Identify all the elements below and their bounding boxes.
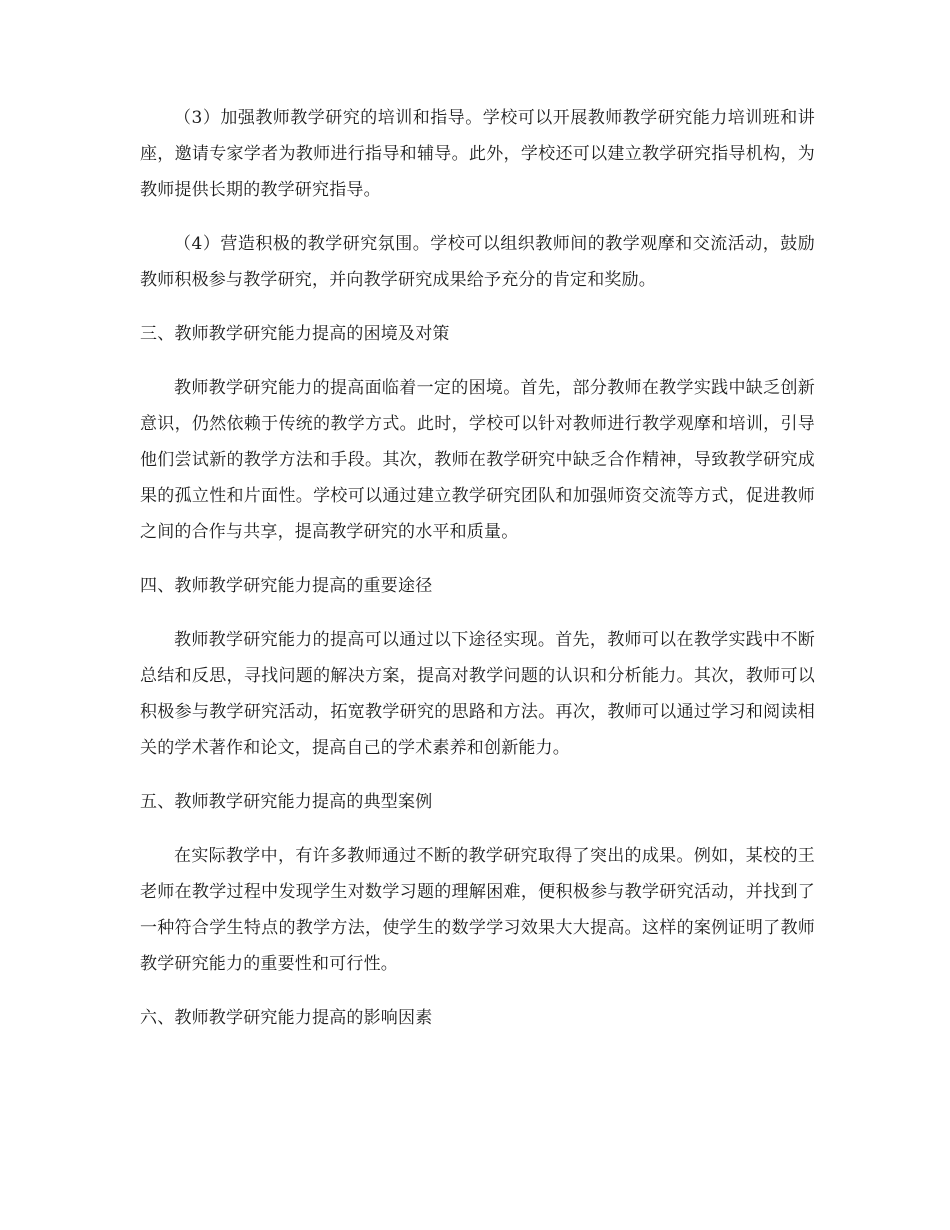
heading-section-4: 四、教师教学研究能力提高的重要途径: [140, 576, 433, 596]
paragraph-training: （3）加强教师教学研究的培训和指导。学校可以开展教师教学研究能力培训班和讲座，邀请专家学者为教师进行指导和辅导。此外，学校还可以建立教学研究指导机构，为教师提供长期的教学研究指导。: [140, 108, 815, 200]
paragraph-difficulties: 教师教学研究能力的提高面临着一定的困境。首先，部分教师在教学实践中缺乏创新意识，仍然依赖于传统的教学方式。此时，学校可以针对教师进行教学观摩和培训，引导他们尝试新的教学方法和手段。其次，教师在教学研究中缺乏合作精神，导致教学研究成果的孤立性和片面性。学校可以通过建立教学研究团队和加强师资交流等方式，促进教师之间的合作与共享，提高教学研究的水平和质量。: [140, 378, 815, 542]
heading-section-5: 五、教师教学研究能力提高的典型案例: [140, 792, 433, 812]
heading-section-6: 六、教师教学研究能力提高的影响因素: [140, 1008, 433, 1028]
paragraph-atmosphere: （4）营造积极的教学研究氛围。学校可以组织教师间的教学观摩和交流活动，鼓励教师积极参与教学研究，并向教学研究成果给予充分的肯定和奖励。: [140, 234, 815, 290]
paragraph-case-study: 在实际教学中，有许多教师通过不断的教学研究取得了突出的成果。例如，某校的王老师在教学过程中发现学生对数学习题的理解困难，便积极参与教学研究活动，并找到了一种符合学生特点的教学方法，使学生的数学学习效果大大提高。这样的案例证明了教师教学研究能力的重要性和可行性。: [140, 846, 815, 974]
paragraph-approaches: 教师教学研究能力的提高可以通过以下途径实现。首先，教师可以在教学实践中不断总结和反思，寻找问题的解决方案，提高对教学问题的认识和分析能力。其次，教师可以积极参与教学研究活动，拓宽教学研究的思路和方法。再次，教师可以通过学习和阅读相关的学术著作和论文，提高自己的学术素养和创新能力。: [140, 630, 815, 758]
heading-section-3: 三、教师教学研究能力提高的困境及对策: [140, 324, 450, 344]
document-body: [140, 100, 815, 1036]
